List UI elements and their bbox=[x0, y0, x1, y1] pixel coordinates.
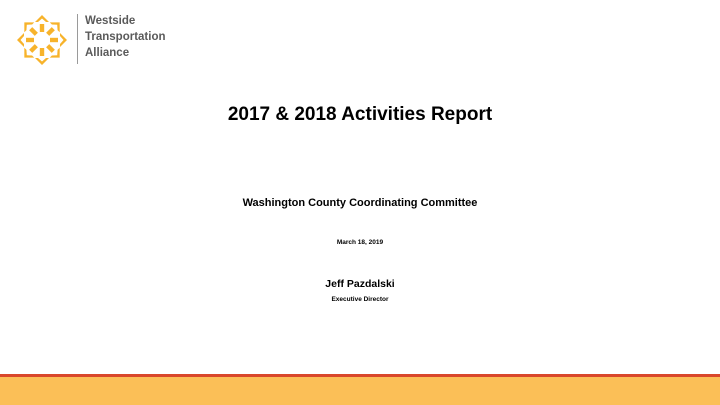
footer-band bbox=[0, 377, 720, 405]
logo-line-1: Westside bbox=[85, 15, 136, 27]
wta-logo bbox=[16, 10, 186, 66]
slide-title: 2017 & 2018 Activities Report bbox=[227, 104, 493, 125]
presentation-date: March 18, 2019 bbox=[336, 239, 384, 246]
presenter-name: Jeff Pazdalski bbox=[325, 278, 395, 290]
logo-wordmark bbox=[85, 13, 166, 61]
logo-divider bbox=[77, 14, 78, 64]
committee-name: Washington County Coordinating Committee bbox=[242, 197, 478, 209]
presenter-role: Executive Director bbox=[331, 296, 389, 303]
logo-line-3: Alliance bbox=[85, 47, 130, 59]
logo-line-2: Transportation bbox=[85, 31, 166, 43]
sunburst-icon bbox=[16, 14, 68, 66]
